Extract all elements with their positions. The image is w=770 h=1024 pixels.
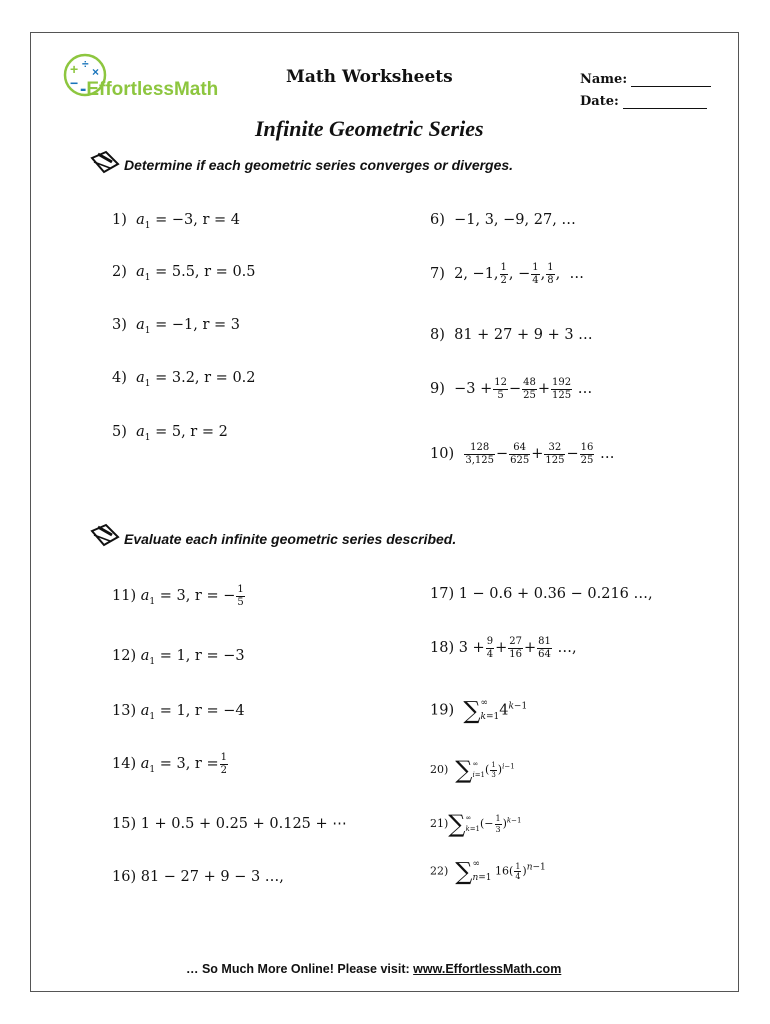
question-4: 4) $a_1 = 3.2$, r = 0.2 <box>112 370 256 389</box>
pencil-paper-icon <box>88 523 122 547</box>
question-12: 12) $a_1 = 1$, r = −3 <box>112 648 245 667</box>
svg-text:×: × <box>92 65 100 79</box>
svg-text:−: − <box>70 75 79 91</box>
question-13: 13) $a_1 = 1$, r = −4 <box>112 703 245 722</box>
date-field: Date: <box>580 94 707 109</box>
question-11: 11) $a_1 = 3$, r = − $\frac{1}{5}$ <box>112 584 244 608</box>
question-15: 15) 1 + 0.5 + 0.25 + 0.125 + ⋯ <box>112 816 347 832</box>
question-17: 17) 1 − 0.6 + 0.36 − 0.216 …, <box>430 586 653 602</box>
question-2: 2) $a_1 = 5.5$, r = 0.5 <box>112 264 256 283</box>
question-5: 5) $a_1 = 5$, r = 2 <box>112 424 228 443</box>
question-6: 6) −1, 3, −9, 27, … <box>430 212 576 228</box>
svg-text:÷: ÷ <box>82 57 89 71</box>
question-14: 14) $a_1 = 3$, r = $\frac{1}{2}$ <box>112 752 227 776</box>
question-18: 18) 3 + $\frac{9}{4}$ + $\frac{27}{16}$ + $\frac{81}{64}$ …, <box>430 636 577 660</box>
question-22: 22) ∑∞ n=1 16( $\frac{1}{4}$ )$^{n-1}$ <box>430 857 546 886</box>
worksheet-frame <box>30 32 739 992</box>
question-9: 9) −3 + $\frac{12}{5}$ − $\frac{48}{25}$ + $\frac{192}{125}$ … <box>430 377 593 401</box>
question-10: 10) $\frac{128}{3,125}$ − $\frac{64}{625}$ + $\frac{32}{125}$ − $\frac{16}{25}$ … <box>430 442 615 466</box>
pencil-paper-icon <box>88 150 122 174</box>
question-19: 19) ∑∞ $k=14^{k-1}$ <box>430 696 528 725</box>
page-title: Infinite Geometric Series <box>255 116 484 141</box>
question-1: 1) $a_1 = -3$, r = 4 <box>112 212 240 231</box>
question-20: 20) ∑∞ i=1( $\frac{1}{3}$ )$^{i-1}$ <box>430 756 515 784</box>
header-title: Math Worksheets <box>286 67 453 87</box>
website-link[interactable]: www.EffortlessMath.com <box>413 962 562 976</box>
question-3: 3) $a_1 = -1$, r = 3 <box>112 317 240 336</box>
question-8: 8) 81 + 27 + 9 + 3 … <box>430 327 593 343</box>
instruction-section-1: Determine if each geometric series converges or diverges. <box>124 157 514 173</box>
question-7: 7) 2, −1, $\frac{1}{2}$ , − $\frac{1}{4}$ , $\frac{1}{8}$ , … <box>430 262 584 286</box>
footer-text: … So Much More Online! Please visit: www.EffortlessMath.com <box>186 962 562 976</box>
question-16: 16) 81 − 27 + 9 − 3 …, <box>112 869 284 885</box>
instruction-section-2: Evaluate each infinite geometric series described. <box>124 531 457 547</box>
logo-wordmark: -EffortlessMath <box>80 79 219 100</box>
question-21: 21)∑∞ k=1(− $\frac{1}{3}$ )$^{k-1}$ <box>430 810 522 838</box>
svg-text:+: + <box>70 61 79 77</box>
name-field: Name: <box>580 72 711 87</box>
